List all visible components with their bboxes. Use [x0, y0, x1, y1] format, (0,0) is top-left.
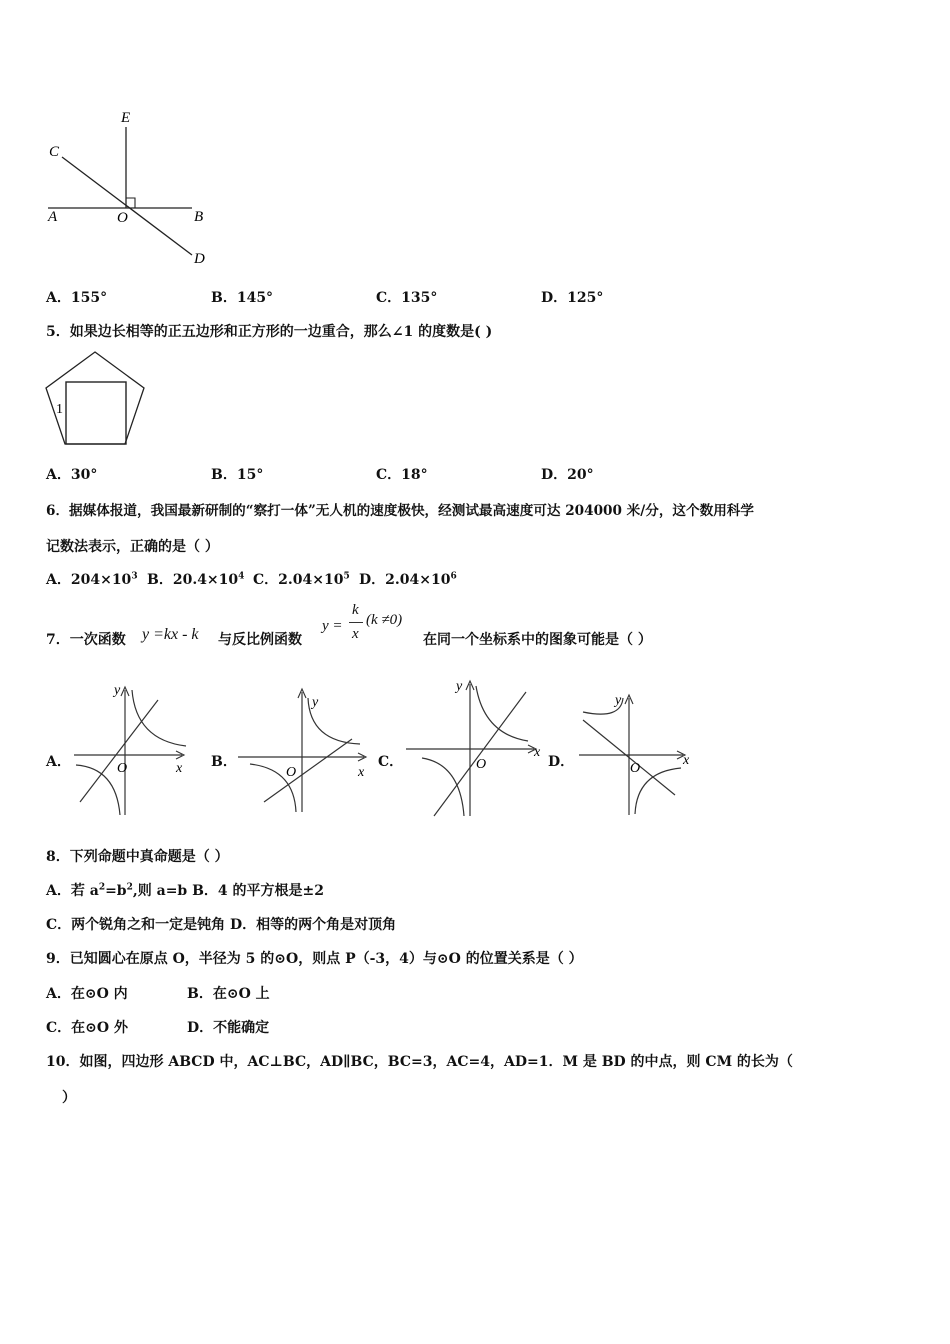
q7-option-a[interactable]: A． [46, 754, 71, 770]
q7-option-d[interactable]: D． [548, 754, 575, 770]
origin-label: O [117, 761, 128, 776]
q5-option-c[interactable]: C．18° [376, 467, 428, 483]
q7-stem-mid: 与反比例函数 [218, 632, 302, 648]
q4-option-a[interactable]: A．155° [46, 290, 108, 306]
q7-graph-b [234, 684, 374, 816]
q4-option-c[interactable]: C．135° [376, 290, 438, 306]
q6-option-a[interactable]: A．$204\times 10^3$ [46, 571, 138, 588]
q6-option-b[interactable]: B．$20.4\times 10^4$ [147, 571, 245, 588]
angle-1-label: 1 [56, 402, 63, 417]
label-A: A [48, 209, 58, 225]
q7-frac-lhs: y = [322, 618, 343, 634]
q9-option-c[interactable]: C．在⊙O 外 [46, 1020, 128, 1036]
q7-frac-cond: (k ≠0) [366, 612, 403, 628]
axis-x-label: x [176, 761, 183, 776]
q7-stem-prefix: 7．一次函数 [46, 632, 126, 648]
q9-option-a[interactable]: A．在⊙O 内 [46, 986, 128, 1002]
q6-option-c[interactable]: C．$2.04\times 10^5$ [253, 571, 350, 588]
axis-x-label: x [358, 765, 365, 780]
q6-stem-line1: 6．据媒体报道，我国最新研制的“察打一体”无人机的速度极快，经测试最高速度可达 204000 米/分，这个数用科学 [46, 503, 754, 519]
q6-option-d[interactable]: D．$2.04\times 10^6$ [359, 571, 457, 588]
q9-stem: 9．已知圆心在原点 O，半径为 5 的⊙O，则点 P（-3，4）与⊙O 的位置关系是（ ） [46, 951, 583, 967]
axis-y-label: y [312, 695, 319, 710]
label-E: E [121, 110, 131, 126]
origin-label: O [630, 761, 641, 776]
q7-option-b[interactable]: B． [211, 754, 237, 770]
axis-y-label: y [615, 693, 622, 708]
q5-option-d[interactable]: D．20° [541, 467, 594, 483]
q9-option-b[interactable]: B．在⊙O 上 [187, 986, 270, 1002]
axis-x-label: x [683, 753, 690, 768]
q9-option-d[interactable]: D．不能确定 [187, 1020, 270, 1036]
q7-frac-bar [349, 622, 363, 623]
q7-graph-d [575, 690, 697, 818]
origin-label: O [476, 757, 487, 772]
q10-stem: 10．如图，四边形 ABCD 中，AC⊥BC，AD∥BC，BC=3，AC=4，AD=1．M 是 BD 的中点，则 CM 的长为（ [46, 1054, 793, 1070]
q8-stem: 8．下列命题中真命题是（ ） [46, 849, 229, 865]
q7-graph-c [404, 676, 546, 818]
q7-frac-den: x [352, 626, 359, 642]
label-D: D [194, 251, 205, 267]
q7-frac-num: k [352, 602, 359, 618]
axis-y-label: y [114, 683, 121, 698]
q8-options-line1: A．若 $a^2=b^2$,则 a=b B．4 的平方根是±2 [46, 882, 325, 899]
label-O: O [117, 210, 128, 226]
axis-x-label: x [534, 745, 541, 760]
label-B: B [194, 209, 204, 225]
q5-option-a[interactable]: A．30° [46, 467, 98, 483]
q4-option-d[interactable]: D．125° [541, 290, 604, 306]
q7-linear-function: y =kx - k [142, 626, 199, 643]
q5-stem: 5．如果边长相等的正五边形和正方形的一边重合，那么∠1 的度数是( ) [46, 324, 493, 340]
q5-figure [40, 348, 150, 450]
q8-options-line2: C．两个锐角之和一定是钝角 D．相等的两个角是对顶角 [46, 917, 397, 933]
q7-graph-a [70, 682, 192, 820]
axis-y-label: y [456, 679, 463, 694]
q5-option-b[interactable]: B．15° [211, 467, 264, 483]
q7-option-c[interactable]: C． [378, 754, 404, 770]
q7-stem-suffix: 在同一个坐标系中的图象可能是（ ） [423, 632, 652, 648]
q4-figure [40, 105, 220, 275]
origin-label: O [286, 765, 297, 780]
q6-stem-line2: 记数法表示，正确的是（ ） [46, 539, 219, 555]
q4-option-b[interactable]: B．145° [211, 290, 274, 306]
label-C: C [49, 144, 60, 160]
q10-stem-line2: ） [62, 1090, 76, 1106]
